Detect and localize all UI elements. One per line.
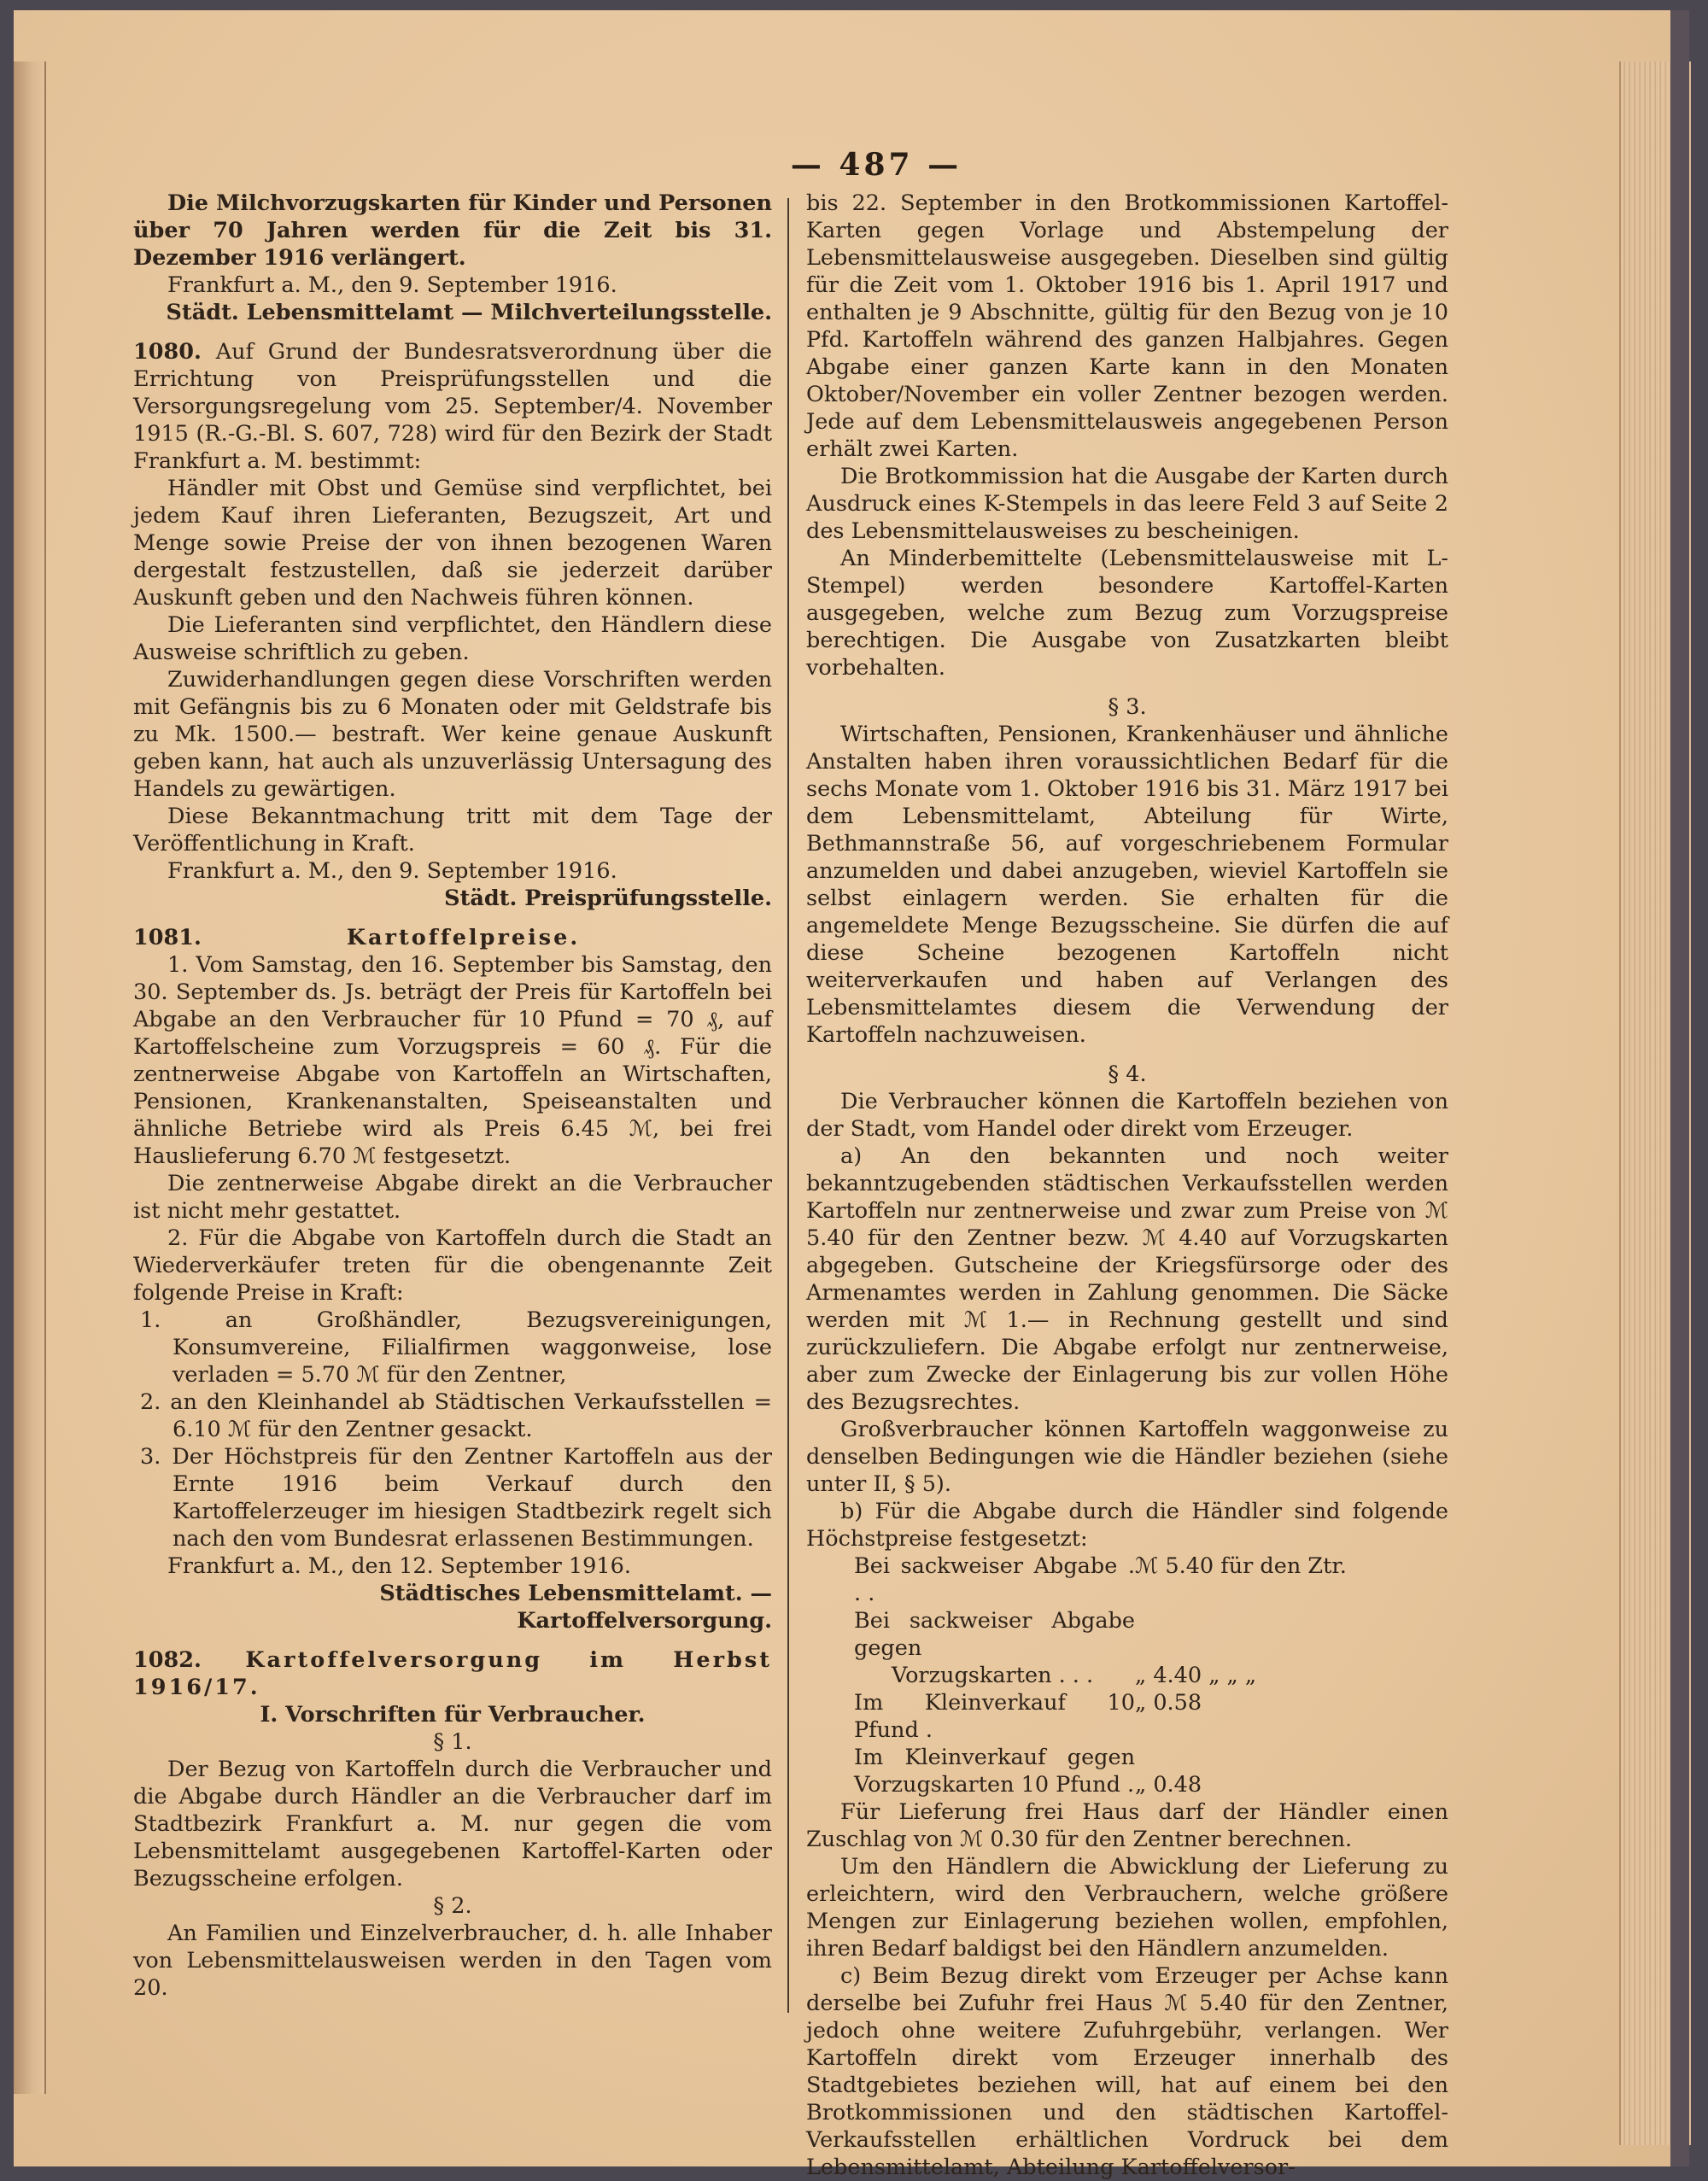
notice-1080-date: Frankfurt a. M., den 9. September 1916. — [167, 858, 617, 884]
paragraph-3-text: Wirtschaften, Pensionen, Krankenhäuser und ähnliche Anstalten haben ihren voraussichtlichen Bedarf für die sechs Monate vom 1. Oktober 1916 bis 31. März 1917 bei dem Lebensmittelamt, Abteilung für Wirte, Bethmannstraße 56, auf vorgeschriebenem Formular anzumelden und dabei anzugeben, wieviel Kartoffeln sie selbst einlagern werden. Sie erhalten für die angemeldete Menge Bezugsscheine. Sie dürfen die auf diese Scheine bezogenen Kartoffeln nicht weiterverkaufen und haben auf Verlangen des Lebensmittelamtes diesem die Verwendung der Kartoffeln nachzuweisen. — [806, 722, 1448, 1048]
previous-page-edge — [14, 61, 46, 2094]
notice-1081-list-item: 3. Der Höchstpreis für den Zentner Kartoffeln aus der Ernte 1916 beim Verkauf durch den Kartoffelerzeuger im hiesigen Stadtbezirk regelt sich nach den vom Bundesrat erlassenen Bestimmungen. — [140, 1444, 772, 1552]
notice-1080-number: 1080. — [133, 339, 202, 365]
price-row — [806, 1607, 1448, 1662]
paragraph-4-c: c) Beim Bezug direkt vom Erzeuger per Achse kann derselbe bei Zufuhr frei Haus ℳ 5.40 für den Zentner, jedoch ohne weitere Zufuhrgebühr, verlangen. Wer Kartoffeln direkt vom Erzeuger innerhalb des Stadtgebietes beziehen will, hat auf einem bei den Brotkommissionen und den städtischen Kartoffel-Verkaufsstellen erhältlichen Vordruck bei dem Lebensmittelamt, Abteilung Kartoffelversor- — [806, 1963, 1448, 2180]
notice-1082-title: Kartoffelversorgung im Herbst 1916/17. — [133, 1647, 772, 1700]
notice-1081-heading — [133, 924, 772, 951]
paragraph-4-advice: Um den Händlern die Abwicklung der Lieferung zu erleichtern, wird den Verbrauchern, welche größere Mengen zur Einlagerung beziehen wollen, empfohlen, ihren Bedarf baldigst bei den Händlern anzumelden. — [806, 1854, 1448, 1962]
notice-1080-p2: Die Lieferanten sind verpflichtet, den Händlern diese Ausweise schriftlich zu geben. — [133, 612, 772, 665]
price-item: Im Kleinverkauf gegen Vorzugskarten 10 Pfund . — [854, 1745, 1135, 1798]
paragraph-4-text: Die Verbraucher können die Kartoffeln beziehen von der Stadt, vom Handel oder direkt vom Erzeuger. — [806, 1089, 1448, 1142]
notice-1080-lead-text: Auf Grund der Bundesratsverordnung über die Errichtung von Preisprüfungsstellen und die Versorgungsregelung vom 25. September/4. November 1915 (R.-G.-Bl. S. 607, 728) wird für den Bezirk der Stadt Frankfurt a. M. bestimmt: — [133, 339, 772, 474]
notice-1080-lead — [133, 338, 772, 475]
intro-paragraph: Die Milchvorzugskarten für Kinder und Personen über 70 Jahren werden für die Zeit bis 31. Dezember 1916 verlängert. — [133, 190, 772, 271]
price-value: „ 0.58 — [1135, 1690, 1202, 1716]
paragraph-2-p3: An Minderbemittelte (Lebensmittelausweise mit L-Stempel) werden besondere Kartoffel-Karten ausgegeben, welche zum Bezug zum Vorzugspreise berechtigen. Die Ausgabe von Zusatzkarten bleibt vorbehalten. — [806, 546, 1448, 681]
paragraph-3-label: § 3. — [1108, 694, 1147, 720]
notice-1080-p4: Diese Bekanntmachung tritt mit dem Tage der Veröffentlichung in Kraft. — [133, 804, 772, 857]
intro-date: Frankfurt a. M., den 9. September 1916. — [167, 272, 617, 298]
price-value: ℳ 5.40 für den Ztr. — [1135, 1553, 1347, 1579]
notice-1080-p1: Händler mit Obst und Gemüse sind verpflichtet, bei jedem Kauf ihren Lieferanten, Bezugszeit, Art und Menge sowie Preise der von ihnen bezogenen Waren dergestalt festzustellen, daß sie jederzeit darüber Auskunft geben und den Nachweis führen können. — [133, 476, 772, 611]
notice-1080-p3: Zuwiderhandlungen gegen diese Vorschriften werden mit Gefängnis bis zu 6 Monaten oder mit Geldstrafe bis zu Mk. 1500.— bestraft. Wer keine genaue Auskunft geben kann, hat auch als unzuverlässig Untersagung des Handels zu gewärtigen. — [133, 667, 772, 802]
intro-authority: Städt. Lebensmittelamt — Milchverteilungsstelle. — [166, 300, 772, 325]
paragraph-4-delivery: Für Lieferung frei Haus darf der Händler einen Zuschlag von ℳ 0.30 für den Zentner berechnen. — [806, 1799, 1448, 1852]
price-row — [806, 1552, 1448, 1607]
right-column — [806, 190, 1448, 2181]
paragraph-4-b: b) Für die Abgabe durch die Händler sind folgende Höchstpreise festgesetzt: — [806, 1499, 1448, 1552]
price-value: „ 0.48 — [1135, 1772, 1202, 1798]
price-item: Im Kleinverkauf 10 Pfund . — [854, 1690, 1135, 1743]
price-table — [806, 1552, 1448, 1798]
notice-1081-p2: Die zentnerweise Abgabe direkt an die Verbraucher ist nicht mehr gestattet. — [133, 1171, 772, 1224]
price-row — [806, 1689, 1448, 1744]
left-column — [133, 190, 772, 2002]
column-divider — [787, 198, 789, 2013]
price-item: Bei sackweiser Abgabe . . . — [854, 1553, 1135, 1606]
page-number: — 487 — — [790, 147, 962, 183]
paragraph-4-grossverbraucher: Großverbraucher können Kartoffeln waggonweise zu denselben Bedingungen wie die Händler beziehen (siehe unter II, § 5). — [806, 1417, 1448, 1497]
notice-1081-number: 1081. — [133, 925, 202, 950]
notice-1081-p3: 2. Für die Abgabe von Kartoffeln durch die Stadt an Wiederverkäufer treten für die obengenannte Zeit folgende Preise in Kraft: — [133, 1225, 772, 1306]
notice-1081-list-item: 2. an den Kleinhandel ab Städtischen Verkaufsstellen = 6.10 ℳ für den Zentner gesackt. — [140, 1389, 772, 1442]
paragraph-2-label: § 2. — [433, 1893, 472, 1919]
price-item: Vorzugskarten . . . — [892, 1663, 1094, 1688]
paragraph-2-p2: Die Brotkommission hat die Ausgabe der Karten durch Ausdruck eines K-Stempels in das leere Feld 3 auf Seite 2 des Lebensmittelausweises zu bescheinigen. — [806, 464, 1448, 544]
paragraph-4-a: a) An den bekannten und noch weiter bekanntzugebenden städtischen Verkaufsstellen werden Kartoffeln nur zentnerweise und zwar zum Preise von ℳ 5.40 für den Zentner bezw. ℳ 4.40 auf Vorzugskarten abgegeben. Gutscheine der Kriegsfürsorge oder des Armenamtes werden in Zahlung genommen. Die Säcke werden mit ℳ 1.— in Rechnung gestellt und sind zurückzuliefern. Die Abgabe erfolgt nur zentnerweise, aber zum Zwecke der Einlagerung bis zur vollen Höhe des Bezugsrechtes. — [806, 1143, 1448, 1415]
notice-1082-heading — [133, 1646, 772, 1701]
notice-1082-number: 1082. — [133, 1647, 202, 1673]
book-cover-edge — [1670, 10, 1689, 2166]
notice-1081-authority: Städtisches Lebensmittelamt. — Kartoffelversorgung. — [379, 1581, 772, 1634]
notice-1081-p1: 1. Vom Samstag, den 16. September bis Samstag, den 30. September ds. Js. beträgt der Preis für Kartoffeln bei Abgabe an den Verbraucher für 10 Pfund = 70 ₰, auf Kartoffelscheine zum Vorzugspreis = 60 ₰. Für die zentnerweise Abgabe von Kartoffeln an Wirtschaften, Pensionen, Krankenanstalten, Speiseanstalten und ähnliche Betriebe wird als Preis 6.45 ℳ, bei frei Hauslieferung 6.70 ℳ festgesetzt. — [133, 952, 772, 1169]
price-item: Bei sackweiser Abgabe gegen — [854, 1608, 1135, 1661]
notice-1081-date: Frankfurt a. M., den 12. September 1916. — [167, 1553, 631, 1579]
price-row — [806, 1662, 1448, 1689]
notice-1082-section-heading: I. Vorschriften für Verbraucher. — [260, 1702, 646, 1728]
notice-1080-authority: Städt. Preisprüfungsstelle. — [444, 886, 772, 911]
paragraph-4-label: § 4. — [1108, 1061, 1147, 1087]
notice-1081-list-item: 1. an Großhändler, Bezugsvereinigungen, Konsumvereine, Filialfirmen waggonweise, lose verladen = 5.70 ℳ für den Zentner, — [140, 1307, 772, 1388]
price-value: „ 4.40 „ „ „ — [1135, 1663, 1257, 1688]
paragraph-2-text: An Familien und Einzelverbraucher, d. h. alle Inhaber von Lebensmittelausweisen werden in den Tagen vom 20. — [133, 1921, 772, 2001]
paragraph-1-label: § 1. — [433, 1729, 472, 1755]
paragraph-2-continued: bis 22. September in den Brotkommissionen Kartoffel-Karten gegen Vorlage und Abstempelung der Lebensmittelausweise ausgegeben. Dieselben sind gültig für die Zeit vom 1. Oktober 1916 bis 1. April 1917 und enthalten je 9 Abschnitte, gültig für den Bezug von je 10 Pfd. Kartoffeln während des ganzen Halbjahres. Gegen Abgabe einer ganzen Karte kann in den Monaten Oktober/November ein voller Zentner bezogen werden. Jede auf dem Lebensmittelausweis angegebenen Person erhält zwei Karten. — [806, 190, 1448, 462]
paragraph-1-text: Der Bezug von Kartoffeln durch die Verbraucher und die Abgabe durch Händler an die Verbraucher darf im Stadtbezirk Frankfurt a. M. nur gegen die vom Lebensmittelamt ausgegebenen Kartoffel-Karten oder Bezugsscheine erfolgen. — [133, 1757, 772, 1892]
book-page — [14, 10, 1689, 2180]
price-value — [1135, 1607, 1448, 1662]
price-row — [806, 1744, 1448, 1798]
notice-1081-title: Kartoffelpreise. — [346, 925, 581, 950]
